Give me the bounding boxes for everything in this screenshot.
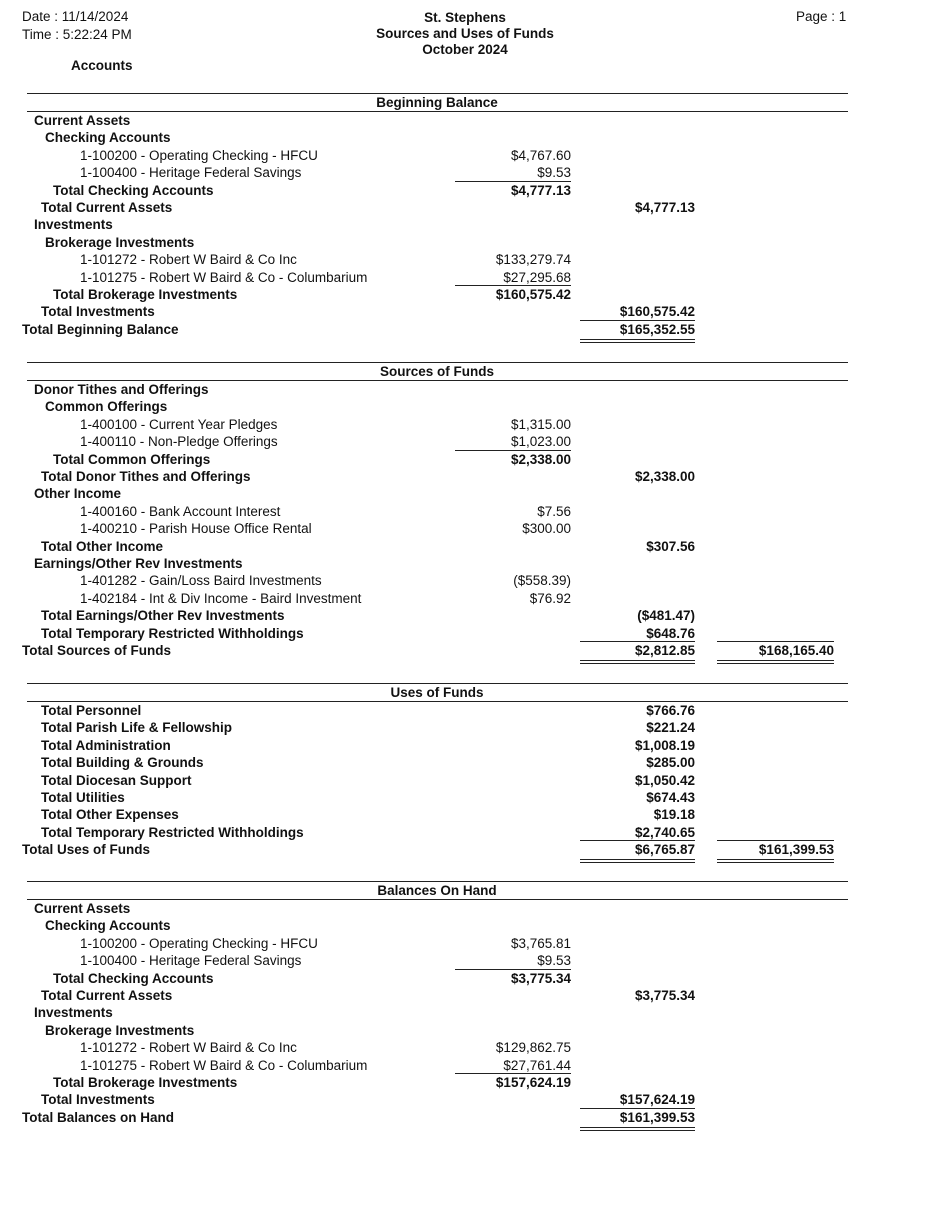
row-amount: $7.56	[537, 503, 571, 519]
row-amount: $133,279.74	[495, 252, 571, 268]
row-amount: $1,315.00	[510, 416, 571, 432]
total-double-rule	[580, 660, 695, 664]
row-amount: $766.76	[646, 703, 695, 718]
row-label: Total Checking Accounts	[53, 970, 214, 986]
row-label: Total Uses of Funds	[22, 842, 151, 858]
row-label: Investments	[34, 1005, 113, 1021]
report-row	[0, 147, 930, 164]
report-row	[0, 1109, 930, 1126]
report-row	[0, 572, 930, 589]
row-amount: $9.53	[537, 165, 571, 181]
row-label: Checking Accounts	[45, 130, 171, 146]
row-label: 1-400160 - Bank Account Interest	[80, 503, 281, 519]
report-row	[0, 702, 930, 719]
subtotal-rule	[580, 320, 695, 321]
report-row	[0, 251, 930, 268]
row-amount: $1,050.42	[634, 772, 695, 788]
report-date: Date : 11/14/2024	[22, 9, 129, 24]
row-label: 1-400100 - Current Year Pledges	[80, 416, 278, 432]
row-amount: $2,338.00	[634, 469, 695, 484]
report-row	[0, 555, 930, 572]
row-label: Brokerage Investments	[45, 234, 195, 250]
row-label: Total Checking Accounts	[53, 182, 214, 198]
row-label: Total Brokerage Investments	[53, 1075, 238, 1090]
row-label: 1-402184 - Int & Div Income - Baird Investment	[80, 590, 362, 606]
total-double-rule	[580, 339, 695, 343]
report-row	[0, 398, 930, 415]
row-label: Total Temporary Restricted Withholdings	[41, 824, 304, 840]
row-label: Total Donor Tithes and Offerings	[41, 469, 251, 484]
row-label: 1-101272 - Robert W Baird & Co Inc	[80, 1040, 297, 1056]
report-row	[0, 1039, 930, 1056]
report-row	[0, 129, 930, 146]
report-row	[0, 719, 930, 736]
total-double-rule	[717, 660, 834, 664]
row-label: 1-100400 - Heritage Federal Savings	[80, 953, 302, 969]
row-label: Total Parish Life & Fellowship	[41, 720, 233, 736]
row-label: 1-400210 - Parish House Office Rental	[80, 521, 312, 537]
row-amount: $1,008.19	[634, 737, 695, 753]
subtotal-rule	[455, 450, 571, 451]
row-amount: $9.53	[537, 953, 571, 969]
report-row	[0, 754, 930, 771]
report-row	[0, 625, 930, 642]
row-amount: $165,352.55	[619, 321, 695, 337]
row-label: Total Building & Grounds	[41, 755, 204, 771]
subtotal-rule	[455, 1073, 571, 1074]
report-row	[0, 900, 930, 917]
row-label: Total Investments	[41, 304, 155, 320]
organization-name: St. Stephens	[424, 10, 506, 25]
report-row	[0, 841, 930, 858]
subtotal-rule	[455, 285, 571, 286]
row-label: Total Diocesan Support	[41, 772, 192, 788]
row-label: Total Temporary Restricted Withholdings	[41, 625, 304, 641]
row-label: 1-401282 - Gain/Loss Baird Investments	[80, 573, 322, 589]
report-title: Sources and Uses of Funds	[376, 26, 554, 41]
row-label: Common Offerings	[45, 399, 168, 415]
row-label: Total Beginning Balance	[22, 321, 179, 337]
accounts-label: Accounts	[71, 58, 133, 73]
row-amount: $4,777.13	[634, 200, 695, 215]
row-label: Brokerage Investments	[45, 1022, 195, 1038]
row-amount: $4,767.60	[510, 147, 571, 163]
subtotal-rule	[455, 969, 571, 970]
report-period: October 2024	[422, 42, 508, 57]
report-row	[0, 520, 930, 537]
report-row	[0, 737, 930, 754]
row-label: Total Sources of Funds	[22, 643, 172, 658]
report-row	[0, 485, 930, 502]
row-amount: $674.43	[646, 790, 695, 805]
row-amount: $3,775.34	[634, 988, 695, 1003]
total-double-rule	[717, 859, 834, 863]
row-amount: $157,624.19	[495, 1075, 571, 1090]
page-number: Page : 1	[796, 9, 847, 24]
row-label: Total Brokerage Investments	[53, 287, 238, 302]
row-amount: ($558.39)	[513, 573, 571, 589]
report-row	[0, 286, 930, 303]
row-label: Donor Tithes and Offerings	[34, 382, 209, 397]
row-amount: $3,775.34	[510, 970, 571, 986]
row-label: Total Current Assets	[41, 988, 173, 1003]
row-amount: $160,575.42	[495, 287, 571, 302]
row-amount: $6,765.87	[634, 842, 695, 858]
report-row	[0, 538, 930, 555]
report-row	[0, 451, 930, 468]
report-row	[0, 468, 930, 485]
report-row	[0, 416, 930, 433]
row-label: Total Common Offerings	[53, 451, 211, 467]
row-amount: $161,399.53	[619, 1109, 695, 1125]
report-row	[0, 987, 930, 1004]
row-label: 1-101275 - Robert W Baird & Co - Columbarium	[80, 1057, 368, 1073]
report-time: Time : 5:22:24 PM	[22, 27, 132, 42]
report-row	[0, 590, 930, 607]
row-amount: ($481.47)	[637, 608, 695, 624]
row-label: 1-100200 - Operating Checking - HFCU	[80, 147, 318, 163]
row-label: Total Balances on Hand	[22, 1109, 175, 1125]
section-rule-top	[27, 93, 848, 94]
report-row	[0, 381, 930, 398]
row-amount: $27,761.44	[503, 1057, 571, 1073]
row-label: Total Current Assets	[41, 200, 173, 215]
row-label: 1-101275 - Robert W Baird & Co - Columbarium	[80, 269, 368, 285]
row-label: 1-100200 - Operating Checking - HFCU	[80, 935, 318, 951]
row-label: Total Utilities	[41, 790, 125, 805]
total-double-rule	[580, 859, 695, 863]
total-double-rule	[580, 1127, 695, 1131]
row-amount: $4,777.13	[510, 182, 571, 198]
report-row	[0, 199, 930, 216]
row-amount: $2,740.65	[634, 824, 695, 840]
row-label: Total Earnings/Other Rev Investments	[41, 608, 285, 624]
row-label: Total Other Expenses	[41, 807, 179, 823]
subtotal-rule	[580, 641, 695, 642]
report-row	[0, 164, 930, 181]
subtotal-rule	[455, 181, 571, 182]
report-row	[0, 1022, 930, 1039]
row-label: Checking Accounts	[45, 918, 171, 934]
row-label: Total Administration	[41, 737, 171, 753]
subtotal-rule	[717, 840, 834, 841]
subtotal-rule	[717, 641, 834, 642]
report-row	[0, 824, 930, 841]
section-title: Uses of Funds	[390, 685, 484, 700]
subtotal-rule	[580, 1108, 695, 1109]
row-amount: $3,765.81	[510, 935, 571, 951]
section-title: Balances On Hand	[377, 883, 497, 898]
report-row	[0, 806, 930, 823]
report-row	[0, 917, 930, 934]
row-amount: $160,575.42	[619, 304, 695, 320]
report-row	[0, 1074, 930, 1091]
row-amount: $2,812.85	[634, 643, 695, 658]
row-amount: $157,624.19	[619, 1092, 695, 1108]
report-row	[0, 642, 930, 659]
section-title: Sources of Funds	[379, 364, 494, 379]
row-amount: $285.00	[646, 755, 695, 771]
row-amount: $648.76	[646, 625, 695, 641]
subtotal-rule	[580, 840, 695, 841]
row-label: 1-101272 - Robert W Baird & Co Inc	[80, 252, 297, 268]
row-label: Current Assets	[34, 901, 131, 916]
report-row	[0, 303, 930, 320]
row-amount: $307.56	[646, 538, 695, 554]
row-running-total: $168,165.40	[758, 643, 834, 658]
row-label: 1-100400 - Heritage Federal Savings	[80, 165, 302, 181]
row-amount: $19.18	[653, 807, 695, 823]
row-label: Investments	[34, 217, 113, 233]
report-row	[0, 433, 930, 450]
row-amount: $27,295.68	[503, 269, 571, 285]
row-label: Total Other Income	[41, 538, 164, 554]
report-row	[0, 112, 930, 129]
report-row	[0, 970, 930, 987]
report-row	[0, 1057, 930, 1074]
section-rule-top	[27, 683, 848, 684]
report-row	[0, 1004, 930, 1021]
row-label: Total Personnel	[41, 703, 142, 718]
report-row	[0, 607, 930, 624]
row-amount: $300.00	[522, 521, 571, 537]
row-running-total: $161,399.53	[758, 842, 834, 858]
section-title: Beginning Balance	[376, 95, 498, 110]
row-amount: $2,338.00	[510, 451, 571, 467]
report-row	[0, 216, 930, 233]
report-row	[0, 1091, 930, 1108]
report-row	[0, 269, 930, 286]
report-row	[0, 321, 930, 338]
report-row	[0, 234, 930, 251]
row-amount: $129,862.75	[495, 1040, 571, 1056]
row-label: Current Assets	[34, 113, 131, 128]
row-label: 1-400110 - Non-Pledge Offerings	[80, 434, 278, 450]
row-label: Earnings/Other Rev Investments	[34, 556, 243, 571]
section-rule-top	[27, 362, 848, 363]
report-row	[0, 772, 930, 789]
row-amount: $1,023.00	[510, 434, 571, 450]
row-label: Total Investments	[41, 1092, 155, 1108]
report-row	[0, 503, 930, 520]
report-row	[0, 935, 930, 952]
report-row	[0, 182, 930, 199]
report-row	[0, 952, 930, 969]
row-amount: $221.24	[646, 720, 695, 736]
section-rule-top	[27, 881, 848, 882]
row-amount: $76.92	[529, 590, 571, 606]
report-row	[0, 789, 930, 806]
row-label: Other Income	[34, 486, 122, 502]
